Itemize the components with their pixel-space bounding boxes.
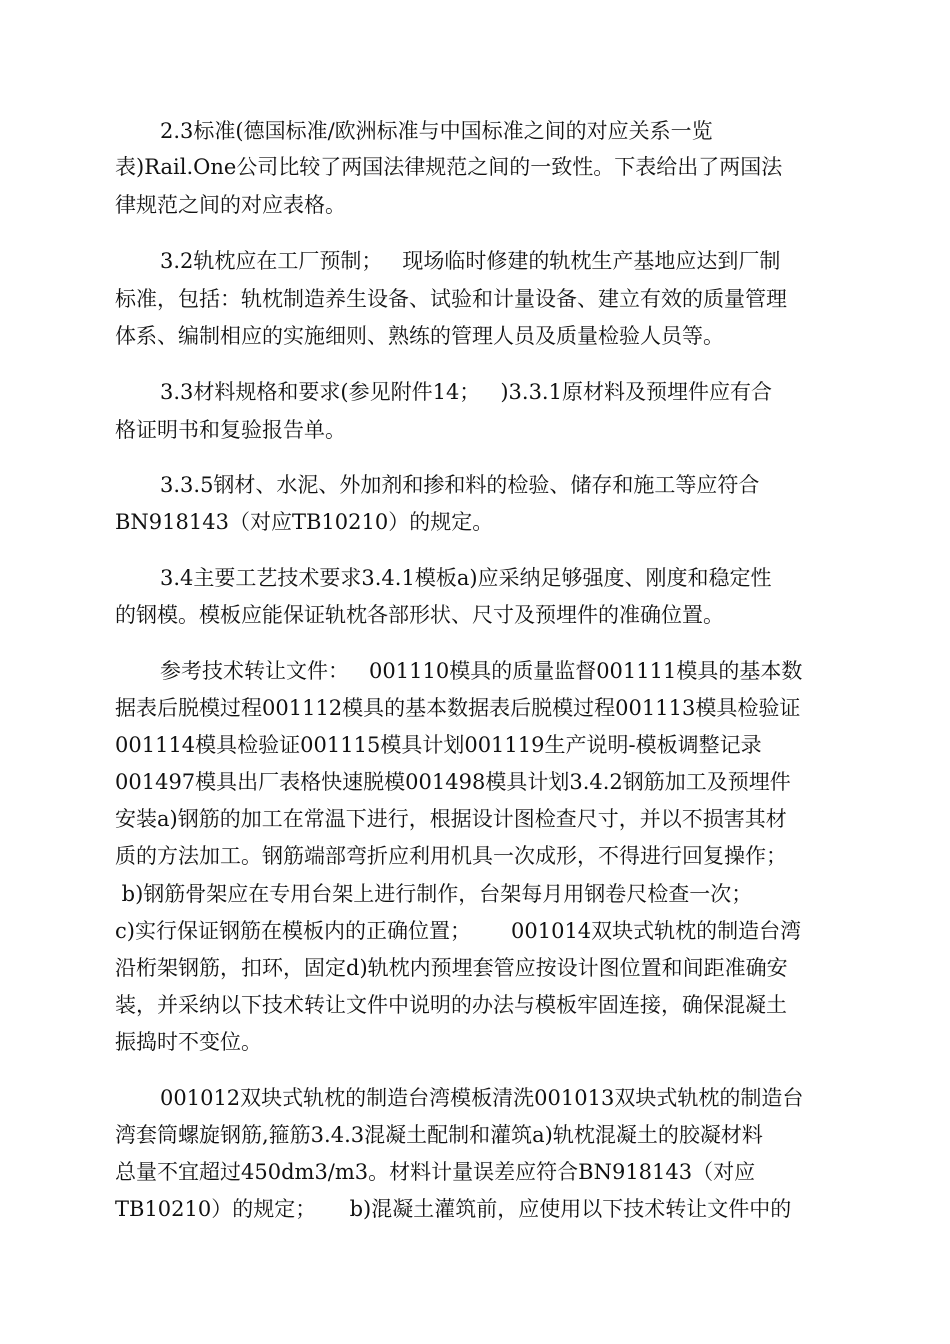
text-line: 沿桁架钢筋，扣环，固定d)轨枕内预埋套管应按设计图位置和间距准确安 — [115, 956, 788, 980]
text-line: 标准，包括：轨枕制造养生设备、试验和计量设备、建立有效的质量管理 — [115, 287, 787, 311]
text-line: 3.3.5钢材、水泥、外加剂和掺和料的检验、储存和施工等应符合 — [160, 473, 760, 497]
text-line: 安装a)钢筋的加工在常温下进行，根据设计图检查尺寸，并以不损害其材 — [115, 807, 787, 831]
text-line: c)实行保证钢筋在模板内的正确位置； 001014双块式轨枕的制造台湾 — [115, 919, 802, 943]
text-line: 的钢模。模板应能保证轨枕各部形状、尺寸及预埋件的准确位置。 — [115, 603, 724, 627]
text-line: 001012双块式轨枕的制造台湾模板清洗001013双块式轨枕的制造台 — [160, 1086, 804, 1110]
text-line: 3.3材料规格和要求(参见附件14； )3.3.1原材料及预埋件应有合 — [160, 380, 772, 404]
text-line: 质的方法加工。钢筋端部弯折应利用机具一次成形，不得进行回复操作； — [115, 844, 787, 868]
text-line: BN918143（对应TB10210）的规定。 — [115, 510, 494, 534]
text-line: 据表后脱模过程001112模具的基本数据表后脱模过程001113模具检验证 — [115, 696, 801, 720]
text-line: 表)Rail.One公司比较了两国法律规范之间的一致性。下表给出了两国法 — [115, 155, 783, 179]
text-line: 装，并采纳以下技术转让文件中说明的办法与模板牢固连接，确保混凝土 — [115, 993, 787, 1017]
text-line: TB10210）的规定； b)混凝土灌筑前，应使用以下技术转让文件中的 — [115, 1197, 792, 1221]
text-line: 001497模具出厂表格快速脱模001498模具计划3.4.2钢筋加工及预埋件 — [115, 770, 791, 794]
text-line: 001114模具检验证001115模具计划001119生产说明-模板调整记录 — [115, 733, 762, 757]
text-line: 湾套筒螺旋钢筋,箍筋3.4.3混凝土配制和灌筑a)轨枕混凝土的胶凝材料 — [115, 1123, 763, 1147]
text-line: b)钢筋骨架应在专用台架上进行制作，台架每月用钢卷尺检查一次； — [115, 882, 753, 906]
text-line: 振捣时不变位。 — [115, 1030, 262, 1054]
text-line: 格证明书和复验报告单。 — [115, 418, 346, 442]
text-line: 2.3标准(德国标准/欧洲标准与中国标准之间的对应关系一览 — [160, 119, 713, 143]
text-line: 3.2轨枕应在工厂预制； 现场临时修建的轨枕生产基地应达到厂制 — [160, 249, 781, 273]
text-line: 体系、编制相应的实施细则、熟练的管理人员及质量检验人员等。 — [115, 324, 724, 348]
text-line: 3.4主要工艺技术要求3.4.1模板a)应采纳足够强度、刚度和稳定性 — [160, 566, 772, 590]
text-line: 总量不宜超过450dm3/m3。材料计量误差应符合BN918143（对应 — [115, 1160, 756, 1184]
text-line: 律规范之间的对应表格。 — [115, 193, 346, 217]
text-line: 参考技术转让文件： 001110模具的质量监督001111模具的基本数 — [160, 659, 803, 683]
